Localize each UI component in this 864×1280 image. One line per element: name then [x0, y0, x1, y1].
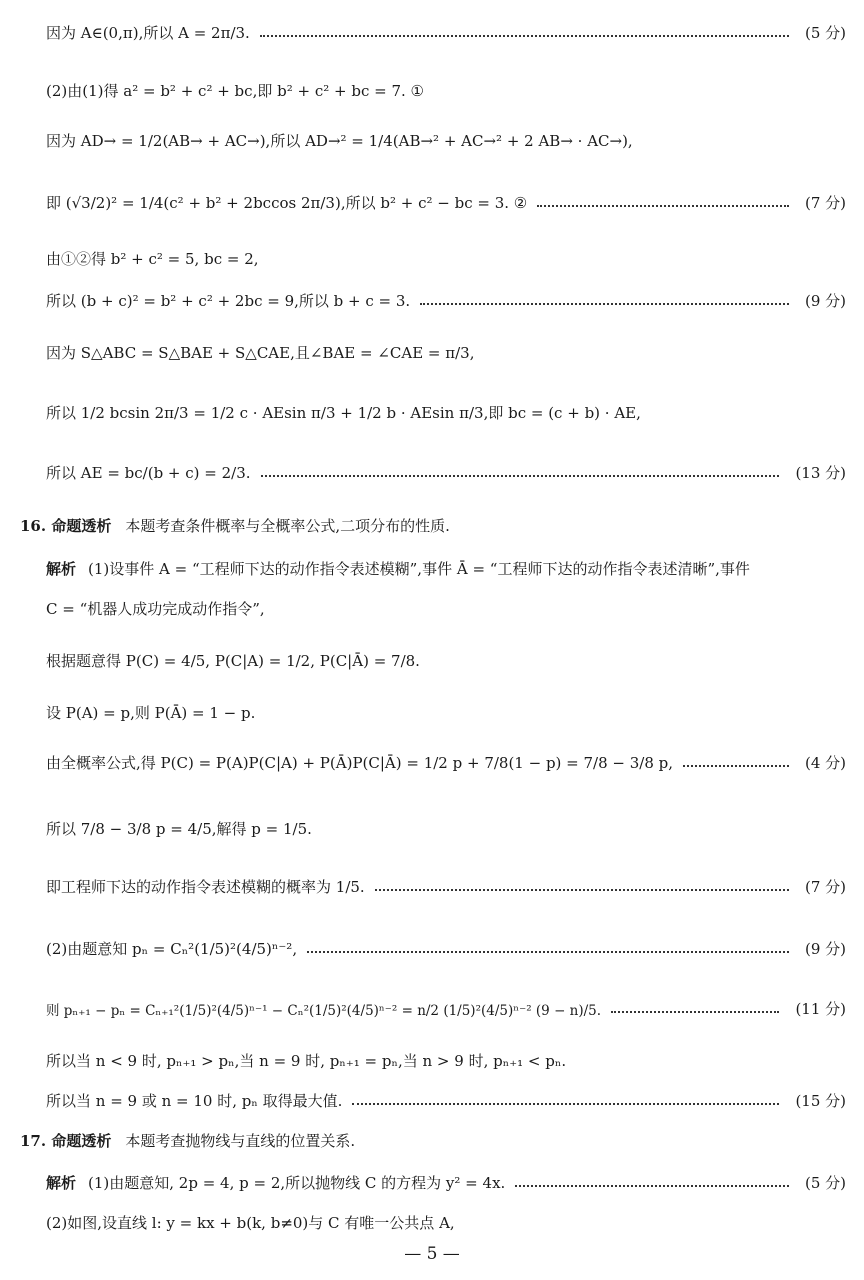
- solution-line: [46, 558, 846, 579]
- line-text: (2)如图,设直线 l: y = kx + b(k, b≠0)与 C 有唯一公共点 A,: [46, 1214, 455, 1232]
- line-text: 本题考查抛物线与直线的位置关系.: [125, 1132, 356, 1150]
- score-label: (5 分): [804, 24, 846, 42]
- solution-line: [46, 1090, 846, 1111]
- solution-line: [46, 998, 846, 1019]
- score-label: (7 分): [804, 878, 846, 896]
- solution-line: [46, 462, 846, 483]
- dot-leader: [352, 1103, 779, 1105]
- solution-line: [46, 130, 846, 151]
- line-text: 根据题意得 P(C) = 4/5, P(C|A) = 1/2, P(C|Ā) = 7/8.: [46, 652, 420, 670]
- score-label: (7 分): [804, 194, 846, 212]
- analysis-label: 解析: [46, 560, 77, 578]
- line-text: (1)由题意知, 2p = 4, p = 2,所以抛物线 C 的方程为 y² = 4x.: [88, 1174, 506, 1192]
- line-text: 所以 1/2 bcsin 2π/3 = 1/2 c · AEsin π/3 + 1/2 b · AEsin π/3,即 bc = (c + b) · AE,: [46, 404, 641, 422]
- line-text: 设 P(A) = p,则 P(Ā) = 1 − p.: [46, 704, 256, 722]
- line-text: 所以 (b + c)² = b² + c² + 2bc = 9,所以 b + c = 3.: [46, 292, 411, 310]
- section-heading: [20, 515, 846, 536]
- solution-line: [46, 876, 846, 897]
- line-text: 本题考查条件概率与全概率公式,二项分布的性质.: [125, 517, 450, 535]
- solution-line: [46, 342, 846, 363]
- score-label: (9 分): [804, 940, 846, 958]
- line-text: (2)由题意知 pₙ = Cₙ²(1/5)²(4/5)ⁿ⁻²,: [46, 940, 298, 958]
- section-label: 16. 命题透析: [20, 517, 112, 535]
- section-label: 17. 命题透析: [20, 1132, 112, 1150]
- dot-leader: [260, 35, 789, 37]
- line-text: 所以当 n = 9 或 n = 10 时, pₙ 取得最大值.: [46, 1092, 343, 1110]
- line-text: 由全概率公式,得 P(C) = P(A)P(C|A) + P(Ā)P(C|Ā) = 1/2 p + 7/8(1 − p) = 7/8 − 3/8 p,: [46, 754, 674, 772]
- line-text: (1)设事件 A = “工程师下达的动作指令表述模糊”,事件 Ā = “工程师下达的动作指令表述清晰”,事件: [88, 560, 750, 578]
- solution-line: [46, 598, 846, 619]
- analysis-label: 解析: [46, 1174, 77, 1192]
- dot-leader: [307, 951, 789, 953]
- line-text: 所以当 n < 9 时, pₙ₊₁ > pₙ,当 n = 9 时, pₙ₊₁ = pₙ,当 n > 9 时, pₙ₊₁ < pₙ.: [46, 1052, 567, 1070]
- line-text: 因为 A∈(0,π),所以 A = 2π/3.: [46, 24, 250, 42]
- line-text: 即 (√3/2)² = 1/4(c² + b² + 2bccos 2π/3),所以 b² + c² − bc = 3. ②: [46, 194, 528, 212]
- line-text: 因为 AD→ = 1/2(AB→ + AC→),所以 AD→² = 1/4(AB→² + AC→² + 2 AB→ · AC→),: [46, 132, 633, 150]
- score-label: (5 分): [804, 1174, 846, 1192]
- section-heading: [20, 1130, 846, 1151]
- line-text: 所以 7/8 − 3/8 p = 4/5,解得 p = 1/5.: [46, 820, 312, 838]
- dot-leader: [611, 1011, 779, 1013]
- line-text: 因为 S△ABC = S△BAE + S△CAE,且∠BAE = ∠CAE = π/3,: [46, 344, 475, 362]
- solution-line: [46, 938, 846, 959]
- line-text: 所以 AE = bc/(b + c) = 2/3.: [46, 464, 251, 482]
- dot-leader: [261, 475, 780, 477]
- dot-leader: [537, 205, 789, 207]
- page-number: — 5 —: [404, 1244, 460, 1264]
- solution-line: [46, 80, 846, 101]
- solution-line: [46, 248, 846, 269]
- solution-line: [46, 818, 846, 839]
- solution-line: [46, 402, 846, 423]
- solution-line: [46, 192, 846, 213]
- score-label: (11 分): [795, 1000, 846, 1018]
- score-label: (13 分): [795, 464, 846, 482]
- line-text: (2)由(1)得 a² = b² + c² + bc,即 b² + c² + bc = 7. ①: [46, 82, 424, 100]
- line-text: 即工程师下达的动作指令表述模糊的概率为 1/5.: [46, 878, 365, 896]
- line-text: 则 pₙ₊₁ − pₙ = Cₙ₊₁²(1/5)²(4/5)ⁿ⁻¹ − Cₙ²(1/5)²(4/5)ⁿ⁻² = n/2 (1/5)²(4/5)ⁿ⁻² (9 − n)/5.: [46, 1002, 602, 1019]
- line-text: C = “机器人成功完成动作指令”,: [46, 600, 265, 618]
- solution-line: [46, 752, 846, 773]
- line-text: 由①②得 b² + c² = 5, bc = 2,: [46, 250, 259, 268]
- dot-leader: [375, 889, 789, 891]
- solution-line: [46, 650, 846, 671]
- solution-line: [46, 1212, 846, 1233]
- dot-leader: [683, 765, 789, 767]
- solution-line: [46, 290, 846, 311]
- score-label: (9 分): [804, 292, 846, 310]
- solution-line: [46, 22, 846, 43]
- score-label: (4 分): [804, 754, 846, 772]
- dot-leader: [515, 1185, 789, 1187]
- solution-line: [46, 1050, 846, 1071]
- score-label: (15 分): [795, 1092, 846, 1110]
- solution-line: [46, 1172, 846, 1193]
- dot-leader: [420, 303, 789, 305]
- solution-line: [46, 702, 846, 723]
